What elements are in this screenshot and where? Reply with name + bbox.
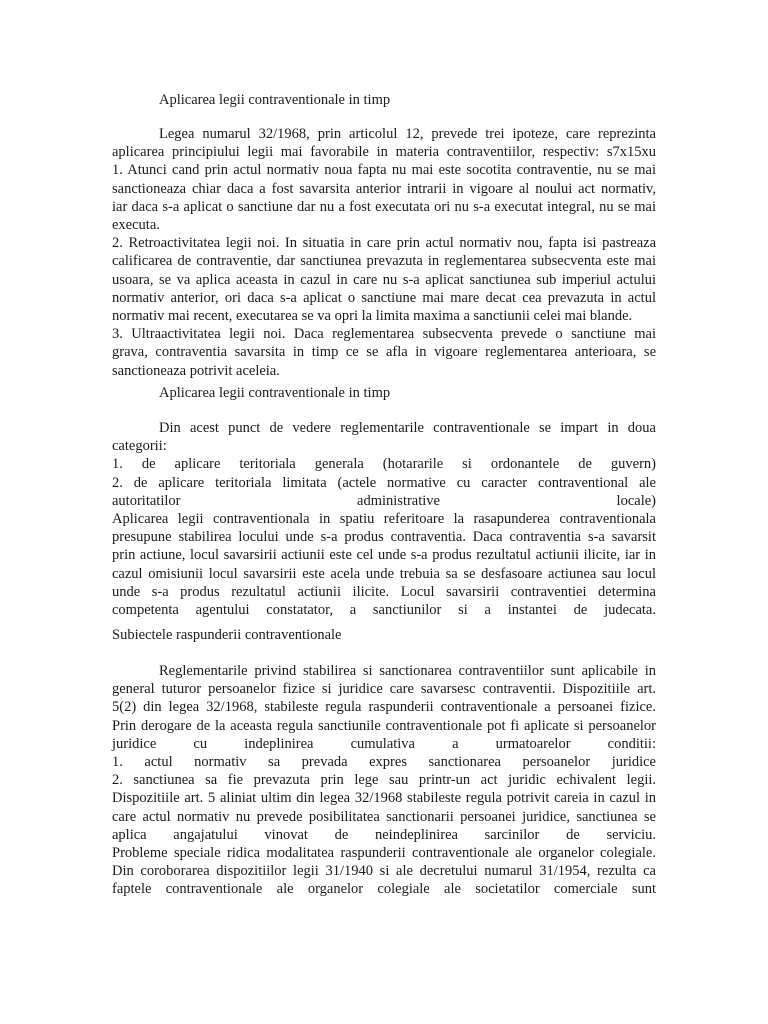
paragraph-line: sanctioneaza chiar daca a fost savarsita anterior intrarii in vigoare al noului act normativ,: [112, 180, 656, 197]
section1-heading: Aplicarea legii contraventionale in timp: [159, 92, 391, 108]
paragraph-line: grava, contraventia savarsita in timp ce se afla in vigoare reglementarea anterioara, se: [112, 344, 656, 361]
paragraph-line: aplica angajatului vinovat de neindeplinirea sarcinilor de serviciu.: [112, 826, 656, 843]
section1-body: [112, 125, 656, 380]
paragraph-line: unde s-a produs rezultatul actiunii ilicite. Locul savarsirii contraventiei determina: [112, 583, 656, 600]
paragraph-line: 5(2) din legea 32/1968, stabileste regula raspunderii contraventionale a persoanei fizice.: [112, 699, 656, 716]
paragraph-line: normativ mai recent, executarea se va opri la limita maxima a sanctiunii celei mai blande.: [112, 308, 633, 325]
paragraph-line: sanctioneaza potrivit aceleia.: [112, 362, 280, 379]
paragraph-line: Din acest punct de vedere reglementarile contraventionale se impart in doua: [159, 420, 656, 436]
paragraph-line: cazul omisiunii locul savarsirii este acela unde trebuia sa se desfasoare actiunea sau locul: [112, 565, 656, 582]
paragraph-line: 1. actul normativ sa prevada expres sanctionarea persoanelor juridice: [112, 754, 656, 771]
section3-body: [112, 662, 656, 899]
paragraph-line: Reglementarile privind stabilirea si sanctionarea contraventiilor sunt aplicabile in: [159, 663, 656, 679]
section3-heading: Subiectele raspunderii contraventionale: [112, 627, 342, 643]
paragraph-line: Din coroborarea dispozitiilor legii 31/1940 si ale decretului numarul 31/1954, rezulta ca: [112, 863, 656, 880]
paragraph-line: iar daca s-a aplicat o sanctiune dar nu a fost executata ori nu s-a executat integral, nu se mai: [112, 198, 656, 215]
paragraph-line: 2. sanctiunea sa fie prevazuta prin lege sau printr-un act juridic echivalent legii.: [112, 772, 656, 789]
paragraph-line: usoara, se va aplica aceasta in cazul in care nu s-a aplicat sanctiunea sub imperiul actului: [112, 271, 656, 288]
paragraph-line: juridice cu indeplinirea cumulativa a urmatoarelor conditii:: [112, 735, 656, 752]
paragraph-line: executa.: [112, 217, 160, 234]
paragraph-line: 2. de aplicare teritoriala limitata (actele normative cu caracter contraventional ale: [112, 474, 656, 491]
paragraph-line: Legea numarul 32/1968, prin articolul 12, prevede trei ipoteze, care reprezinta: [159, 126, 656, 142]
paragraph-line: Dispozitiile art. 5 aliniat ultim din legea 32/1968 stabileste regula potrivit careia in cazul in: [112, 790, 656, 807]
paragraph-line: prin actiune, locul savarsirii actiunii este cel unde s-a produs rezultatul actiunii ilicite, iar in: [112, 547, 656, 564]
paragraph-line: 3. Ultraactivitatea legii noi. Daca reglementarea subsecventa prevede o sanctiune mai: [112, 326, 656, 343]
paragraph-line: care actul normativ nu prevede posibilitatea sanctionarii persoanei juridice, sanctiunea se: [112, 808, 656, 825]
paragraph-line: Prin derogare de la aceasta regula sanctiunile contraventionale pot fi aplicate si persoanelor: [112, 717, 656, 734]
paragraph-line: general tuturor persoanelor fizice si juridice care savarsesc contraventii. Dispozitiile art.: [112, 681, 656, 698]
paragraph-line: 1. de aplicare teritoriala generala (hotararile si ordonantele de guvern): [112, 456, 656, 473]
paragraph-line: calificarea de contraventie, dar sanctiunea prevazuta in reglementarea subsecventa este mai: [112, 253, 656, 270]
paragraph-line: Probleme speciale ridica modalitatea raspunderii contraventionale ale organelor colegiale.: [112, 845, 656, 862]
paragraph-line: normativ anterior, ori daca s-a aplicat o sanctiune mai mare decat cea prevazuta in actul: [112, 289, 656, 306]
paragraph-line: autoritatilor administrative locale): [112, 492, 656, 509]
paragraph-line: faptele contraventionale ale organelor colegiale ale societatilor comerciale sunt: [112, 881, 656, 898]
paragraph-line: presupune stabilirea locului unde s-a produs contraventia. Daca contraventia s-a savarsit: [112, 529, 656, 546]
section2-body: [112, 419, 656, 619]
paragraph-line: Aplicarea legii contraventionala in spatiu referitoare la rasapunderea contraventionala: [112, 511, 656, 528]
paragraph-line: 2. Retroactivitatea legii noi. In situatia in care prin actul normativ nou, fapta isi pastreaza: [112, 235, 656, 252]
paragraph-line: categorii:: [112, 438, 167, 455]
paragraph-line: 1. Atunci cand prin actul normativ noua fapta nu mai este socotita contraventie, nu se mai: [112, 162, 656, 179]
paragraph-line: aplicarea principiului legii mai favorabile in materia contraventiilor, respectiv: s7x15xu: [112, 144, 656, 161]
section2-heading: Aplicarea legii contraventionale in timp: [159, 385, 391, 401]
paragraph-line: competenta agentului constatator, a sanctiunilor si a instantei de judecata.: [112, 602, 656, 619]
